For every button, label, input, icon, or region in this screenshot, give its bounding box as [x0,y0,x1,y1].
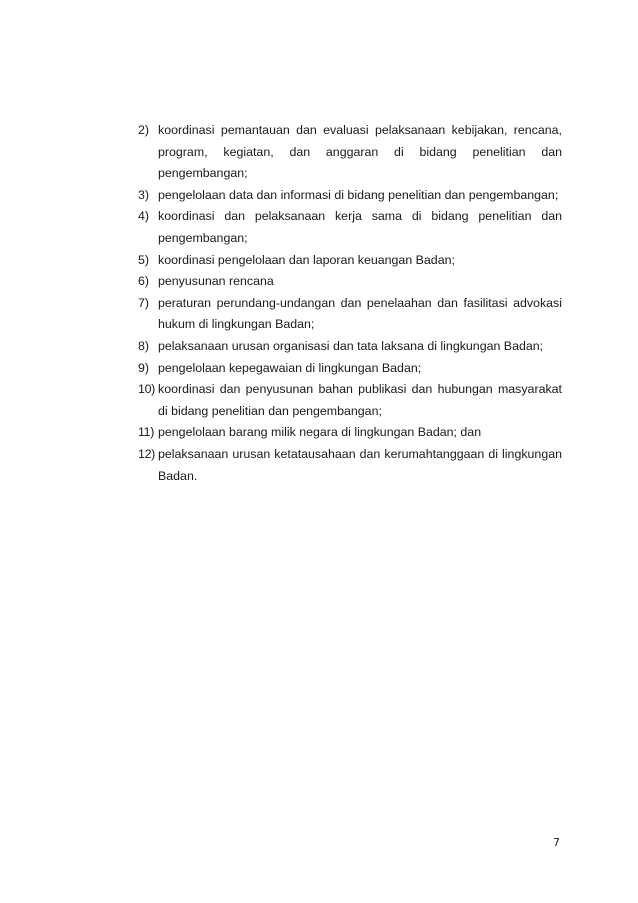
item-number: 5) [138,252,150,267]
item-text: pengelolaan kepegawaian di lingkungan Badan; [158,360,422,375]
item-number: 8) [138,338,150,353]
list-item [138,444,562,487]
item-text: koordinasi pengelolaan dan laporan keuangan Badan; [158,252,455,267]
list-item [138,293,562,336]
item-text: pelaksanaan urusan organisasi dan tata laksana di lingkungan Badan; [158,338,544,353]
item-text: peraturan perundang-undangan dan penelaahan dan fasilitasi advokasi hukum di lingkungan Badan; [158,295,562,332]
list-item [138,120,562,185]
item-number: 6) [138,274,150,289]
list-item [138,206,562,249]
item-text: koordinasi dan penyusunan bahan publikasi dan hubungan masyarakat di bidang penelitian dan pengembangan; [158,382,562,418]
list-item [138,185,562,207]
list-item [138,336,562,358]
item-number: 12) [138,446,156,461]
item-text: pengelolaan data dan informasi di bidang penelitian dan pengembangan; [158,187,559,202]
item-number: 2) [138,123,150,137]
item-text: pelaksanaan urusan ketatausahaan dan kerumahtanggaan di lingkungan Badan. [158,446,562,483]
list-item [138,250,562,272]
item-text: penyusunan rencana [158,274,274,289]
list-item [138,358,562,380]
list-item [138,379,562,422]
item-number: 10) [138,382,156,397]
list-item [138,271,562,293]
item-number: 3) [138,187,150,202]
list-item [138,422,562,444]
item-text: pengelolaan barang milik negara di lingkungan Badan; dan [158,425,482,440]
duties-list [138,120,562,487]
page-number: 7 [553,836,560,849]
item-number: 4) [138,209,150,224]
item-text: koordinasi dan pelaksanaan kerja sama di bidang penelitian dan pengembangan; [158,209,562,245]
item-number: 9) [138,360,150,375]
item-text: koordinasi pemantauan dan evaluasi pelaksanaan kebijakan, rencana, program, kegiatan, dan anggaran di bidang penelitian dan pengembangan; [158,123,562,181]
item-number: 11) [138,425,155,440]
item-number: 7) [138,295,150,310]
